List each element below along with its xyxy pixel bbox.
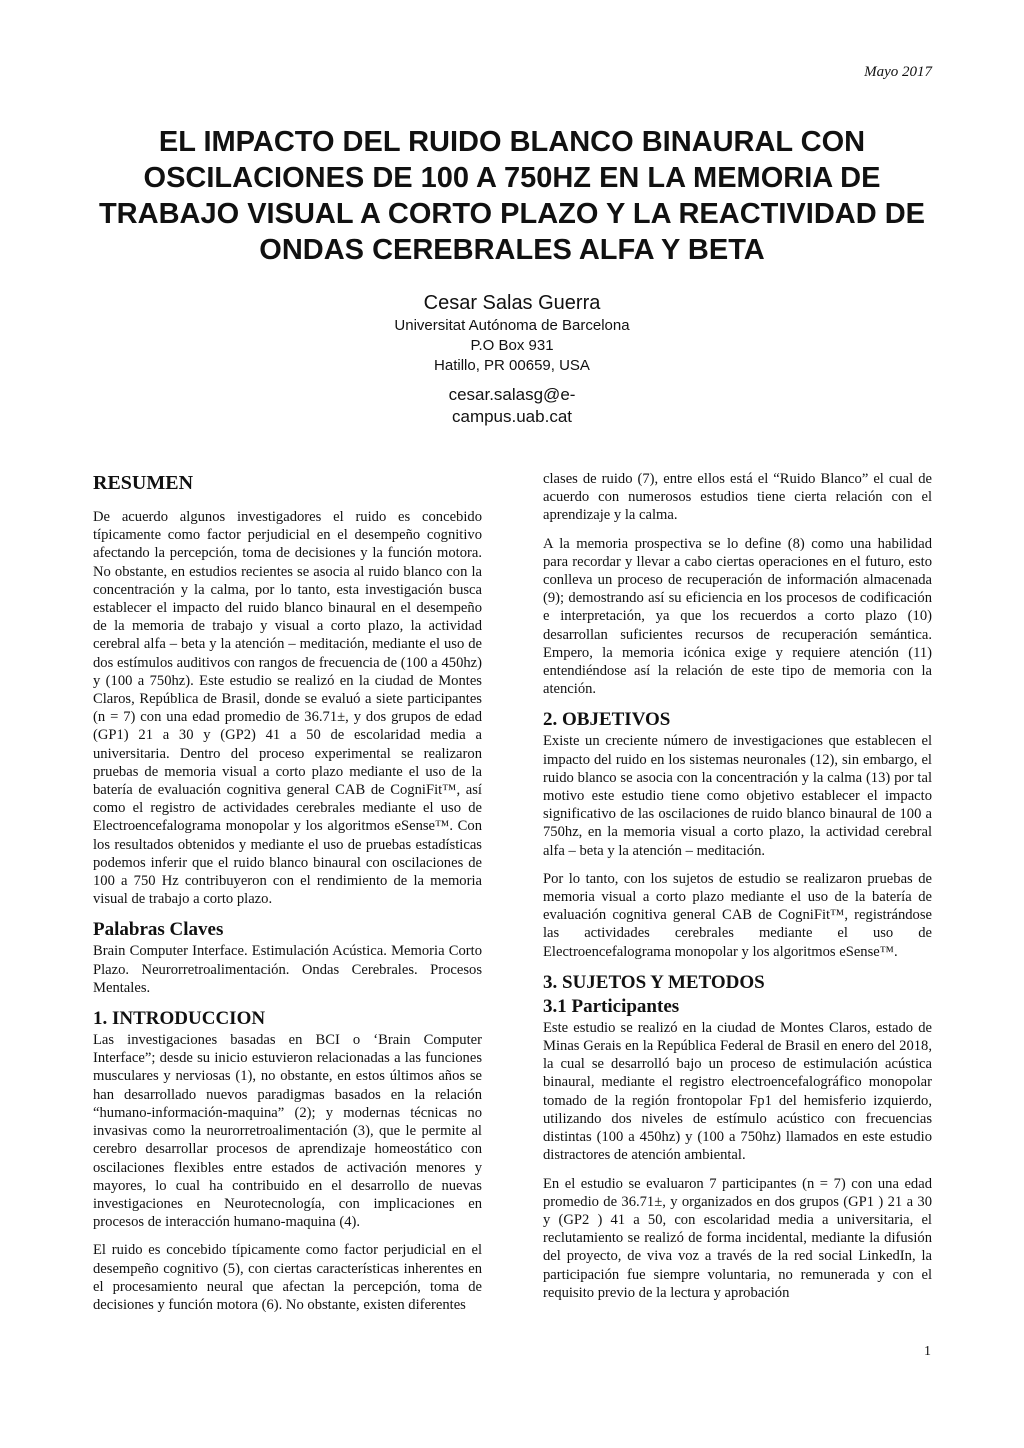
paper-title: EL IMPACTO DEL RUIDO BLANCO BINAURAL CON OSCILACIONES DE 100 A 750HZ EN LA MEMORIA DE TRABAJO VISUAL A CORTO PLAZO Y LA REACTIVIDAD DE ONDAS CEREBRALES ALFA Y BETA bbox=[98, 126, 926, 266]
right-column bbox=[543, 470, 932, 1312]
author-email-line2: campus.uab.cat bbox=[451, 407, 572, 426]
participants-heading: 3.1 Participantes bbox=[543, 995, 680, 1017]
author-address-line1: P.O Box 931 bbox=[470, 337, 554, 354]
participants-paragraph-1: Este estudio se realizó en la ciudad de Montes Claros, estado de Minas Gerais en la República Federal de Brasil en enero del 2018, la cual se desarrolló bajo un proceso de estimulación acústica binaural, mediante el registro electroencefalográfico monopolar tomado de la región frontopolar Fp1 del hemisferio izquierdo, utilizando dos niveles de estímulo acústico con frecuencias distintas (100 a 450hz) y (100 a 750hz) llamados en este estudio distractores de atención ambiental. bbox=[543, 1019, 932, 1164]
objectives-heading: 2. OBJETIVOS bbox=[543, 709, 671, 731]
right-paragraph-1: clases de ruido (7), entre ellos está el “Ruido Blanco” el cual de acuerdo con numerosos estudios tiene cierta relación con el aprendizaje y la calma. bbox=[543, 471, 932, 524]
introduction-heading: 1. INTRODUCCION bbox=[93, 1008, 266, 1030]
keywords-heading: Palabras Claves bbox=[93, 919, 224, 941]
introduction-paragraph-1: Las investigaciones basadas en BCI o ‘Brain Computer Interface”; desde su inicio estuvieron relacionadas a las funciones musculares y nerviosas (1), no obstante, en estos últimos años se han desarrollado nuevos paradigmas basados en la relación “humano-información-maquina” (2); y modernas técnicas no invasivas como la neurorretroalimentación (3), que le permite al cerebro desarrollar procesos de aprendizaje homeostático con oscilaciones flexibles entre estados de activación menores y mayores, lo cual ha contribuido en el desarrollo de nuevas investigaciones en Neurotecnología, con implicaciones en procesos de interacción humano-maquina (4). bbox=[93, 1032, 482, 1231]
abstract-text: De acuerdo algunos investigadores el ruido es concebido típicamente como factor perjudicial en el desempeño cognitivo afectando la percepción, toma de decisiones y la función motora. No obstante, en estudios recientes se asocia al ruido blanco con la concentración y la calma, por lo tanto, esta investigación busca establecer el impacto del ruido blanco binaural en el desempeño de la memoria de trabajo y visual a corto plazo, la actividad cerebral alfa – beta y la atención – meditación, mediante el uso de dos estímulos auditivos con rangos de frecuencia de (100 a 450hz) y (100 a 750hz). Este estudio se realizó en la ciudad de Montes Claros, República de Brasil, donde se evaluó a siete participantes (n = 7) con una edad promedio de 36.71±, y dos grupos de edad (GP1) 21 a 30 y (GP2) 41 a 50 de escolaridad media a universitaria. Dentro del proceso experimental se realizaron pruebas de memoria visual a corto plazo mediante el uso de la batería de evaluación cognitiva general CAB de CogniFit™, así como el registro de actividades cerebrales mediante el uso de Electroencefalograma monopolar y los algoritmos eSense™. Con los resultados obtenidos y mediante el uso de pruebas estadísticas podemos inferir que el ruido blanco binaural con oscilaciones de 100 a 750 Hz contribuyeron con el rendimiento de la memoria visual de trabajo a corto plazo. bbox=[93, 509, 482, 908]
abstract-heading: RESUMEN bbox=[93, 472, 194, 494]
author-affiliation: Universitat Autónoma de Barcelona bbox=[394, 317, 630, 334]
page-number: 1 bbox=[924, 1344, 931, 1359]
objectives-paragraph-2: Por lo tanto, con los sujetos de estudio se realizaron pruebas de memoria visual a corto plazo mediante el uso de la batería de evaluación cognitiva general CAB de CogniFit™, registrándose las actividades cerebrales mediante el uso de Electroencefalograma monopolar y los algoritmos eSense™. bbox=[543, 870, 932, 960]
left-column bbox=[93, 470, 482, 1324]
header-date: Mayo 2017 bbox=[864, 64, 932, 80]
author-email[interactable] bbox=[312, 384, 712, 428]
participants-paragraph-2: En el estudio se evaluaron 7 participantes (n = 7) con una edad promedio de 36.71±, y organizados en dos grupos (GP1 ) 21 a 30 y (GP2 ) 41 a 50, con escolaridad media a universitaria, el reclutamiento se realizó de forma incidental, mediante la difusión del proyecto, de viva voz a través de la red social LinkedIn, la participación fue siempre voluntaria, no remunerada y con el requisito previo de la lectura y aprobación bbox=[543, 1175, 932, 1301]
author-block bbox=[312, 290, 712, 428]
introduction-paragraph-2: El ruido es concebido típicamente como factor perjudicial en el desempeño cognitivo (5), con ciertas características inherentes en el procesamiento neural que afectan la percepción, toma de decisiones y función motora (6). No obstante, existen diferentes bbox=[93, 1242, 482, 1313]
author-name: Cesar Salas Guerra bbox=[423, 292, 601, 314]
right-paragraph-2: A la memoria prospectiva se lo define (8) como una habilidad para recordar y llevar a cabo ciertas operaciones en el futuro, esto conlleva un proceso de recuperación de información almacenada (9); demostrando así su eficiencia en los procesos de codificación e interpretación, ya que los recuerdos a corto plazo (10) desarrollan suficientes recursos de recuperación semántica. Empero, la memoria icónica exige y requiere atención (11) entendiéndose así la relación de este tipo de memoria con la atención. bbox=[543, 535, 932, 698]
author-address-line2: Hatillo, PR 00659, USA bbox=[434, 357, 590, 374]
keywords-text: Brain Computer Interface. Estimulación Acústica. Memoria Corto Plazo. Neurorretroalimentación. Ondas Cerebrales. Procesos Mentales. bbox=[93, 943, 482, 996]
methods-heading: 3. SUJETOS Y METODOS bbox=[543, 971, 765, 993]
author-email-line1: cesar.salasg@e- bbox=[448, 385, 576, 404]
objectives-paragraph-1: Existe un creciente número de investigaciones que establecen el impacto del ruido en los sistemas neuronales (12), sin embargo, el ruido blanco se asocia con la concentración y la calma (13) por tal motivo este estudio tiene como objetivo establecer el impacto significativo de las oscilaciones de ruido blanco binaural de 100 a 750hz, en la memoria visual a corto plazo, la actividad cerebral alfa – beta y la atención – meditación. bbox=[543, 733, 932, 859]
